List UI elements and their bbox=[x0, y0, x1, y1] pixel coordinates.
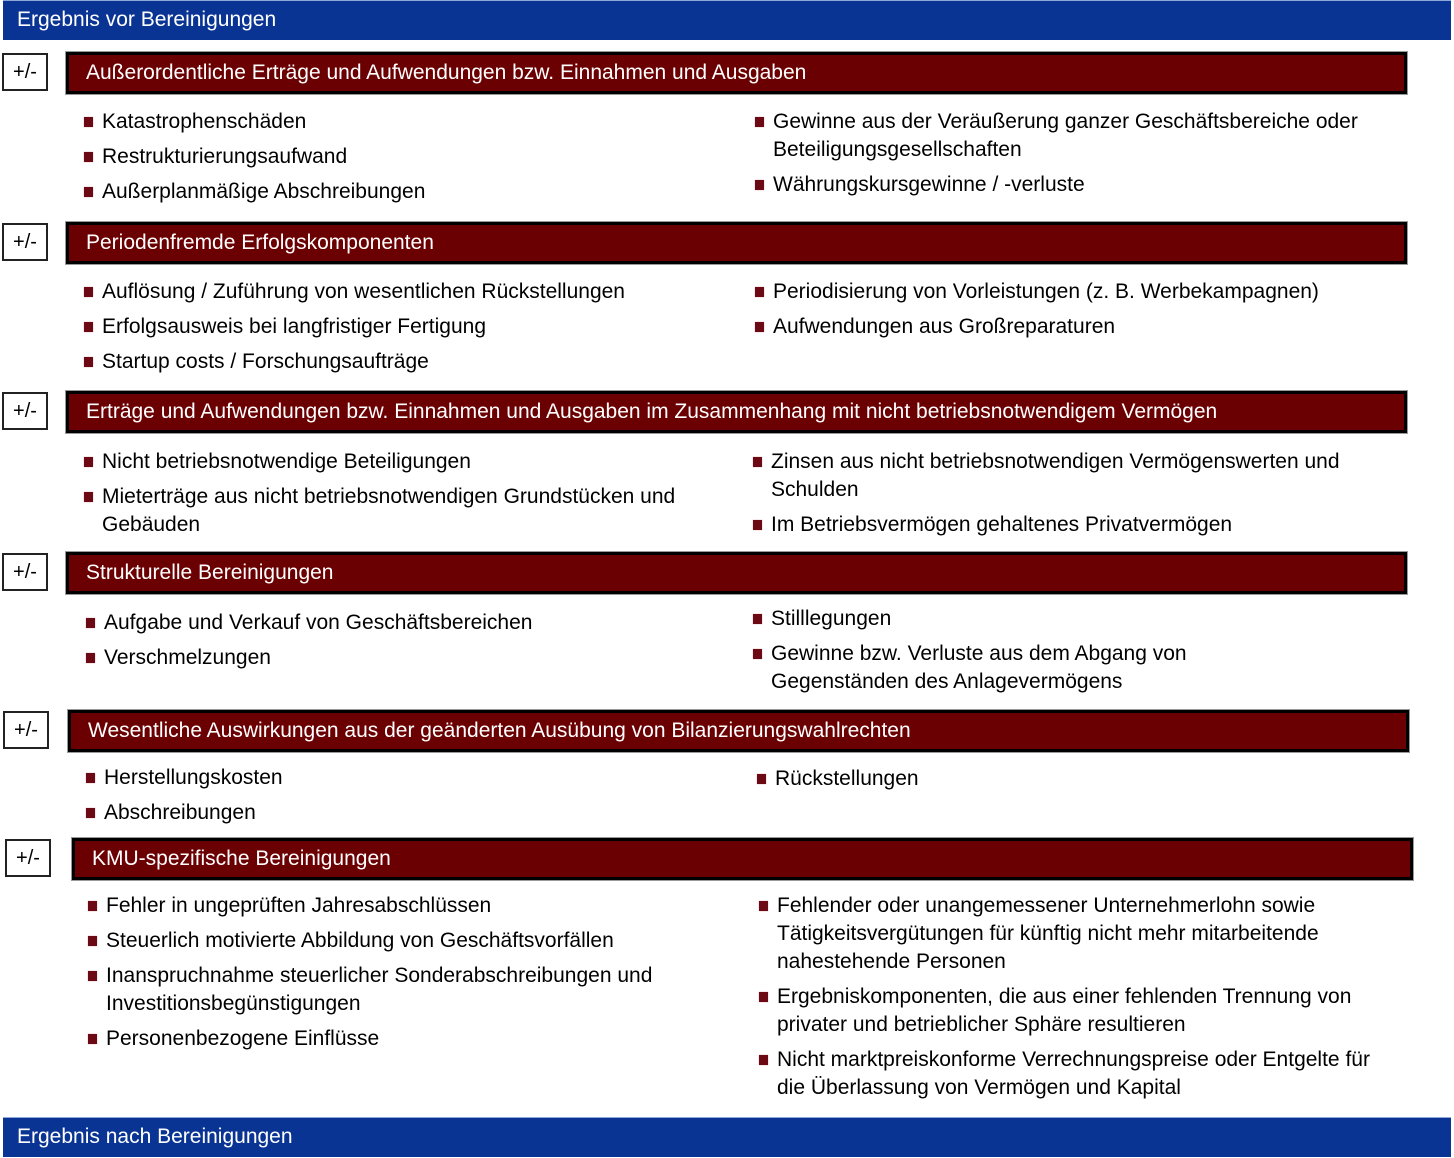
list-item-text: Ergebniskomponenten, die aus einer fehlenden Trennung von privater und betrieblicher Sphäre resultieren bbox=[777, 985, 1352, 1036]
list-item bbox=[88, 927, 728, 955]
square-bullet-icon bbox=[753, 649, 762, 659]
square-bullet-icon bbox=[755, 117, 764, 127]
list-item-text: Fehler in ungeprüften Jahresabschlüssen bbox=[106, 894, 492, 917]
square-bullet-icon bbox=[84, 287, 93, 297]
list-item-text: Fehlender oder unangemessener Unternehmerlohn sowie Tätigkeitsvergütungen für künftig nicht mehr mitarbeitende nahestehende Personen bbox=[777, 894, 1319, 973]
list-item-text: Aufwendungen aus Großreparaturen bbox=[773, 315, 1116, 338]
list-item bbox=[753, 605, 1273, 633]
bullet-list-left bbox=[88, 892, 728, 1060]
result-after-adjustments-bar: Ergebnis nach Bereinigungen bbox=[3, 1117, 1451, 1157]
square-bullet-icon bbox=[86, 618, 95, 628]
square-bullet-icon bbox=[86, 773, 95, 783]
square-bullet-icon bbox=[84, 152, 93, 162]
list-item bbox=[755, 278, 1405, 306]
list-item-text: Zinsen aus nicht betriebsnotwendigen Vermögenswerten und Schulden bbox=[771, 450, 1340, 501]
square-bullet-icon bbox=[88, 936, 97, 946]
square-bullet-icon bbox=[88, 971, 97, 981]
list-item bbox=[84, 348, 724, 376]
list-item bbox=[759, 892, 1399, 976]
square-bullet-icon bbox=[759, 1055, 768, 1065]
list-item-text: Währungskursgewinne / -verluste bbox=[773, 173, 1085, 196]
list-item bbox=[755, 108, 1375, 164]
list-item bbox=[88, 892, 728, 920]
list-item bbox=[759, 983, 1399, 1039]
list-item-text: Startup costs / Forschungsaufträge bbox=[102, 350, 429, 373]
list-item-text: Erfolgsausweis bei langfristiger Fertigung bbox=[102, 315, 487, 338]
list-item bbox=[755, 313, 1405, 341]
bullet-list-left bbox=[84, 278, 724, 383]
bullet-list-right bbox=[757, 765, 1277, 800]
list-item bbox=[759, 1046, 1399, 1102]
list-item-text: Steuerlich motivierte Abbildung von Geschäftsvorfällen bbox=[106, 929, 614, 952]
square-bullet-icon bbox=[753, 614, 762, 624]
list-item-text: Periodisierung von Vorleistungen (z. B. Werbekampagnen) bbox=[773, 280, 1319, 303]
square-bullet-icon bbox=[753, 457, 762, 467]
bullet-list-right bbox=[755, 278, 1405, 348]
square-bullet-icon bbox=[86, 653, 95, 663]
list-item-text: Nicht betriebsnotwendige Beteiligungen bbox=[102, 450, 471, 473]
list-item bbox=[84, 313, 724, 341]
list-item bbox=[88, 962, 728, 1018]
list-item-text: Im Betriebsvermögen gehaltenes Privatvermögen bbox=[771, 513, 1233, 536]
plus-minus-box: +/- bbox=[2, 392, 48, 430]
list-item-text: Rückstellungen bbox=[775, 767, 919, 790]
list-item-text: Katastrophenschäden bbox=[102, 110, 307, 133]
list-item-text: Abschreibungen bbox=[104, 801, 256, 824]
list-item bbox=[753, 640, 1273, 696]
square-bullet-icon bbox=[84, 492, 93, 502]
list-item bbox=[88, 1025, 728, 1053]
list-item bbox=[84, 178, 724, 206]
square-bullet-icon bbox=[759, 901, 768, 911]
square-bullet-icon bbox=[759, 992, 768, 1002]
result-before-adjustments-bar: Ergebnis vor Bereinigungen bbox=[3, 0, 1451, 40]
bullet-list-left bbox=[86, 609, 706, 679]
square-bullet-icon bbox=[755, 180, 764, 190]
list-item-text: Stilllegungen bbox=[771, 607, 892, 630]
square-bullet-icon bbox=[755, 322, 764, 332]
list-item bbox=[86, 799, 706, 827]
bullet-list-left bbox=[84, 108, 724, 213]
square-bullet-icon bbox=[88, 1034, 97, 1044]
square-bullet-icon bbox=[88, 901, 97, 911]
bullet-list-right bbox=[753, 605, 1273, 703]
plus-minus-box: +/- bbox=[2, 53, 48, 91]
square-bullet-icon bbox=[84, 117, 93, 127]
section-header: Erträge und Aufwendungen bzw. Einnahmen und Ausgaben im Zusammenhang mit nicht betriebsnotwendigem Vermögen bbox=[66, 391, 1407, 433]
list-item-text: Gewinne bzw. Verluste aus dem Abgang von Gegenständen des Anlagevermögens bbox=[771, 642, 1187, 693]
list-item bbox=[84, 143, 724, 171]
list-item bbox=[86, 609, 706, 637]
list-item bbox=[755, 171, 1375, 199]
section-header: Strukturelle Bereinigungen bbox=[66, 552, 1407, 594]
list-item bbox=[753, 511, 1363, 539]
section-header: Wesentliche Auswirkungen aus der geänderten Ausübung von Bilanzierungswahlrechten bbox=[68, 710, 1409, 752]
plus-minus-box: +/- bbox=[3, 711, 49, 749]
square-bullet-icon bbox=[84, 457, 93, 467]
list-item bbox=[84, 448, 704, 476]
list-item-text: Außerplanmäßige Abschreibungen bbox=[102, 180, 426, 203]
square-bullet-icon bbox=[757, 774, 766, 784]
list-item bbox=[84, 278, 724, 306]
list-item-text: Aufgabe und Verkauf von Geschäftsbereichen bbox=[104, 611, 533, 634]
bullet-list-right bbox=[755, 108, 1375, 206]
plus-minus-box: +/- bbox=[2, 553, 48, 591]
plus-minus-box: +/- bbox=[2, 223, 48, 261]
list-item bbox=[84, 108, 724, 136]
section-header: KMU-spezifische Bereinigungen bbox=[72, 838, 1413, 880]
square-bullet-icon bbox=[84, 357, 93, 367]
list-item bbox=[757, 765, 1277, 793]
list-item-text: Mieterträge aus nicht betriebsnotwendigen Grundstücken und Gebäuden bbox=[102, 485, 676, 536]
list-item bbox=[84, 483, 704, 539]
list-item bbox=[753, 448, 1363, 504]
list-item-text: Herstellungskosten bbox=[104, 766, 283, 789]
list-item-text: Auflösung / Zuführung von wesentlichen Rückstellungen bbox=[102, 280, 625, 303]
list-item-text: Restrukturierungsaufwand bbox=[102, 145, 348, 168]
bullet-list-left bbox=[86, 764, 706, 834]
square-bullet-icon bbox=[753, 520, 762, 530]
square-bullet-icon bbox=[84, 322, 93, 332]
plus-minus-box: +/- bbox=[5, 839, 51, 877]
bullet-list-left bbox=[84, 448, 704, 546]
bullet-list-right bbox=[753, 448, 1363, 546]
square-bullet-icon bbox=[755, 287, 764, 297]
bullet-list-right bbox=[759, 892, 1399, 1109]
list-item-text: Nicht marktpreiskonforme Verrechnungspreise oder Entgelte für die Überlassung von Vermögen und Kapital bbox=[777, 1048, 1370, 1099]
section-header: Außerordentliche Erträge und Aufwendungen bzw. Einnahmen und Ausgaben bbox=[66, 52, 1407, 94]
list-item bbox=[86, 764, 706, 792]
square-bullet-icon bbox=[84, 187, 93, 197]
list-item-text: Personenbezogene Einflüsse bbox=[106, 1027, 380, 1050]
square-bullet-icon bbox=[86, 808, 95, 818]
section-header: Periodenfremde Erfolgskomponenten bbox=[66, 222, 1407, 264]
list-item-text: Verschmelzungen bbox=[104, 646, 271, 669]
list-item bbox=[86, 644, 706, 672]
list-item-text: Gewinne aus der Veräußerung ganzer Geschäftsbereiche oder Beteiligungsgesellschaften bbox=[773, 110, 1358, 161]
list-item-text: Inanspruchnahme steuerlicher Sonderabschreibungen und Investitionsbegünstigungen bbox=[106, 964, 653, 1015]
